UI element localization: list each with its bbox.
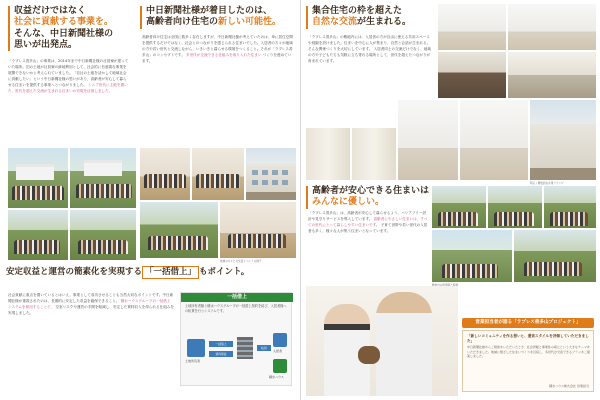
- left-body-main: 「ラプレス善多山」の事業は、2014年まで中日新聞社様の社員寮が建っていた場所。旧の土地が社員寮の跡地利用として、社会的に有意義な事業を展開できないかと考えられていました。「自社の土地を活かして地域社会に貢献したい」という中日新聞社様の思いがあり、高齢者が安心して暮らせる住まいを提供する事業へとつながりました。: [8, 59, 129, 87]
- diagram-description: 土地所有者様と積水ハウスグループが一括借上契約を結び、入居者様への転貸を行うシステムです。: [185, 304, 287, 313]
- photo-event-4: [70, 210, 136, 260]
- building-icon: [237, 337, 253, 359]
- tenant-label: 入居者: [273, 349, 283, 353]
- photo-lounge-2: [508, 4, 596, 50]
- photo-garden-5: [514, 230, 596, 282]
- section-body-pink: 積水ハウスグループの一括借上システムを採用することで、: [8, 299, 171, 309]
- right-headline-highlight: 自然な交流: [312, 17, 358, 28]
- center-body-main: 高齢者向け住宅は全国に数多く存在しますが、中日新聞社様が考えていたのは、単に居住空間を提供するだけではなく、社会とのつながりを感じられる住まいでした。入居者の方々が地域の方や若い世代と交流しながら、いきいきと暮らせる環境をつくること。それが「ラプレス善多山」のコンセプトです。: [142, 35, 293, 57]
- right-body2-text: [308, 210, 428, 282]
- right-body2-main: 「ラプレス善多山」は、高齢者が安心して暮らせるよう、バリアフリー設計や見守りサービスを導入しています。: [308, 211, 427, 221]
- photo-garden-3: [544, 186, 596, 228]
- center-photo-caption: 地域の方々との交流イベントの様子: [220, 260, 262, 263]
- headline-line-1: 収益だけではなく: [14, 6, 87, 16]
- left-body-text: [8, 58, 130, 144]
- center-headline-line-1: 中日新聞社様が着目したのは、: [146, 6, 273, 16]
- photo-room-2: [460, 100, 528, 180]
- diagram-title: 一括借上: [181, 293, 293, 302]
- page-fold: [300, 0, 301, 400]
- photo-workshop-2: [192, 148, 244, 200]
- photo-workshop-1: [140, 148, 190, 200]
- right-headline-post: が生まれる。: [357, 17, 412, 28]
- right-headline: [306, 6, 436, 29]
- center-headline: [140, 6, 296, 29]
- right-caption-1: 明るく開放的な共用ラウンジ: [530, 182, 564, 185]
- left-body-pink: シニア世代に主眼を置いた、世代を超えた交流が生まれる住まいの実現を目指しました。: [8, 83, 128, 93]
- owner-label: 土地所有者: [185, 359, 201, 363]
- sales-badge: 営業担当者が語る「ラプレス善多山プロジェクト」: [462, 318, 594, 328]
- center-body-pink: 多世代が交流できる仕組みを取り入れた住まい: [186, 53, 262, 57]
- photo-garden-2: [488, 186, 542, 228]
- photo-couple: [306, 286, 458, 396]
- photo-building-exterior: [246, 148, 296, 200]
- section-title-post: もポイント。: [199, 267, 250, 277]
- sekisui-label: 積水ハウス: [269, 375, 284, 379]
- photo-event-3: [8, 210, 68, 260]
- section-title-pre: 安定収益と運営の簡素化を実現する: [6, 267, 143, 277]
- arrow-sublease: 転貸: [257, 345, 271, 351]
- dog: [358, 346, 380, 364]
- left-headline: [8, 6, 128, 51]
- right-body2-post: 子育て世帯や若い世代の入居者も多く、様々な人が集う住まいとなっています。: [308, 223, 428, 233]
- photo-children-1: [140, 202, 218, 258]
- photo-room-3: [530, 100, 596, 180]
- right-body2-pink: 高齢者にやさしい住まいは、すべての世代にとって暮らしやすい住まいです。: [308, 217, 428, 227]
- center-headline-line-2: 高齢者向け住宅の: [146, 17, 219, 28]
- section-title-lease: [6, 266, 296, 279]
- section-body-end: 空室リスクや運営の手間を軽減し、安定した賃料収入を得られる仕組みを実現しました。: [8, 305, 174, 315]
- center-body-text: [142, 34, 294, 132]
- center-body-end: づくりを進めています。: [142, 53, 292, 63]
- arrow-lease: 一括借上: [209, 341, 233, 347]
- photo-event-2: [70, 148, 136, 208]
- quote-signature: 積水ハウス株式会社 営業担当: [549, 384, 589, 388]
- photo-hallway-1: [306, 128, 350, 180]
- right-body-2: 入居者同士の交流だけでなく、地域の方や子どもたちも気軽に立ち寄れる場所として、世代を超えたつながりが育まれています。: [308, 47, 431, 63]
- section-title-box: 「一括借上」: [142, 266, 199, 279]
- tenant-icon: [273, 333, 287, 347]
- photo-garden-1: [432, 186, 486, 228]
- photo-children-2: [220, 202, 296, 258]
- section-body-text: [8, 292, 174, 392]
- headline-line-2: 社会に貢献する事業を。: [14, 17, 114, 28]
- sekisui-icon: [273, 359, 287, 373]
- photo-room-1: [398, 100, 458, 180]
- right-headline2-line-1: 高齢者が安心できる住まいは: [312, 186, 430, 196]
- headline-line-4: 思いが出発点。: [14, 39, 78, 50]
- right-body-main: 「ラプレス善多山」の敷地内には、入居者の方が自由に使える共用スペースや庭園を設けました。住まいを中心に人が集まり、自然と会話が生まれる。そんな関係づくりを大切にしています。: [308, 35, 431, 51]
- photo-lounge-1: [438, 4, 506, 50]
- photo-event-1: [8, 148, 68, 208]
- center-headline-highlight: 新しい可能性。: [218, 17, 282, 28]
- arrow-rent: 賃料保証: [209, 351, 233, 357]
- quote-title: 「新しいコミュニティを作る想いと、運営スタイルを評価していただきました」: [467, 334, 589, 343]
- right-headline-2-block: [306, 186, 436, 209]
- photo-kitchen: [508, 52, 596, 98]
- owner-icon: [187, 339, 205, 357]
- photo-hallway-2: [352, 128, 396, 180]
- sales-quote-box: [462, 330, 594, 392]
- right-headline2-highlight: みんなに優しい。: [312, 197, 385, 208]
- photo-lounge-3: [438, 52, 506, 98]
- right-headline-line-1: 集合住宅の枠を超えた: [312, 6, 403, 16]
- headline-line-3: そんな、中日新聞社様の: [14, 28, 114, 39]
- section-body-main: 社会貢献に重点を置いているとはいえ、事業として成功させることも当然大切なポイントです。中日新聞社様が重視されたのは、長期的に安定した収益を確保できること。: [8, 293, 174, 303]
- photo-garden-4: [432, 230, 512, 282]
- quote-text: 中日新聞社様からご相談をいただいたとき、社会貢献と事業性の両立という大きなテーマをいただきました。地域に根ざした住まいづくりを目指し、多世代が交流できるプランをご提案しました。: [467, 345, 591, 359]
- lease-diagram: [180, 292, 292, 386]
- person-man: [376, 292, 432, 396]
